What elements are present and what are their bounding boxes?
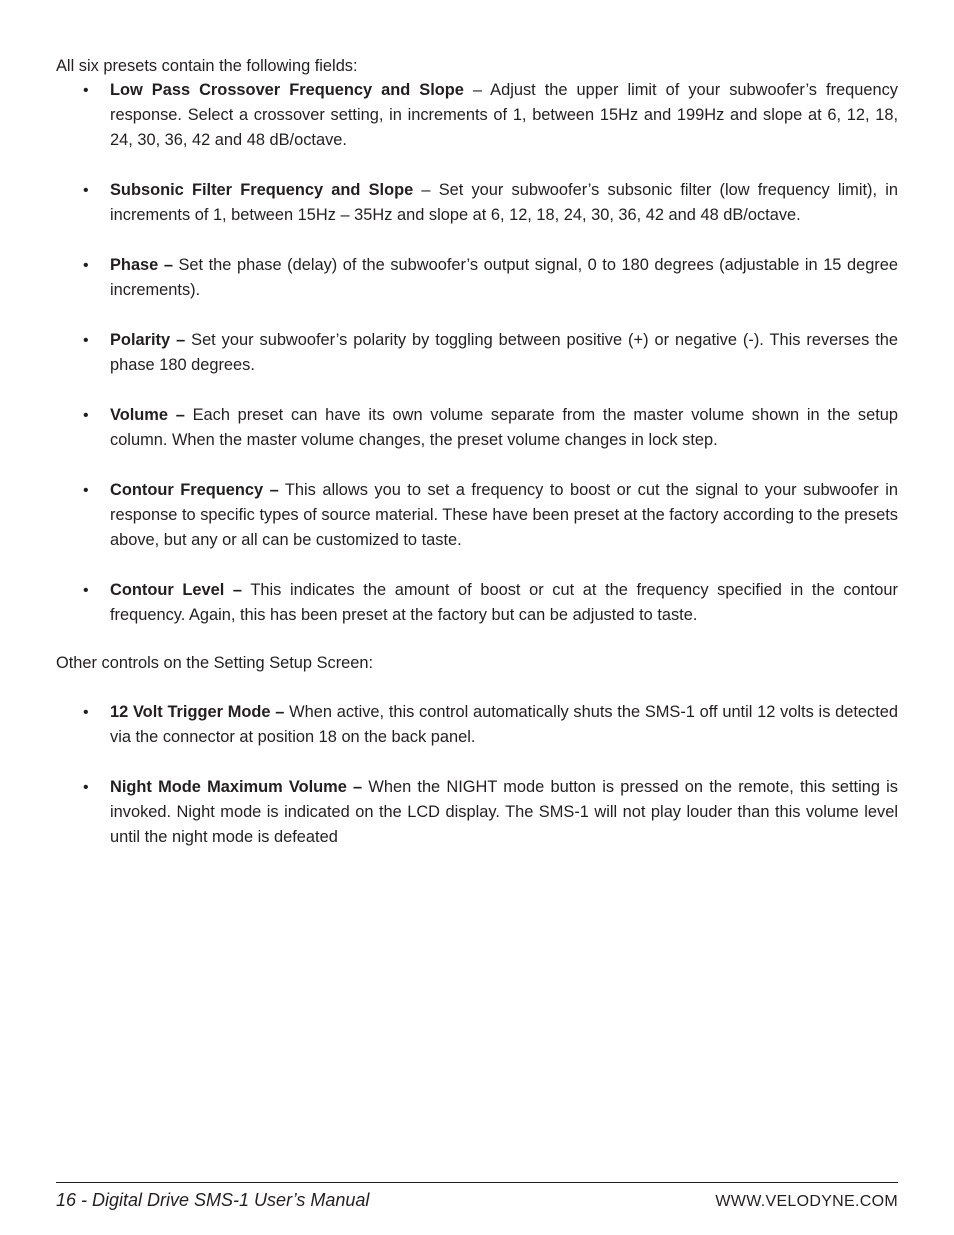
- bullet: •: [83, 332, 89, 349]
- list-item-low-pass-crossover: [56, 78, 898, 153]
- bullet: •: [83, 582, 89, 599]
- preset-fields-list: [56, 78, 898, 653]
- field-term: Subsonic Filter Frequency and Slope: [110, 181, 414, 199]
- list-item-phase: [56, 253, 898, 303]
- field-description: Set your subwoofer’s polarity by toggling between positive (+) or negative (-). This reverses the phase 180 degrees.: [110, 331, 898, 374]
- list-item-contour-level: [56, 578, 898, 628]
- bullet: •: [83, 182, 89, 199]
- field-description: Set the phase (delay) of the subwoofer’s output signal, 0 to 180 degrees (adjustable in 15 degree increments).: [110, 256, 898, 299]
- list-item-night-mode-max-volume: [56, 775, 898, 850]
- footer-divider: [56, 1182, 898, 1183]
- field-term: 12 Volt Trigger Mode –: [110, 703, 285, 721]
- field-term: Phase –: [110, 256, 173, 274]
- field-description: Each preset can have its own volume separate from the master volume shown in the setup column. When the master volume changes, the preset volume changes in lock step.: [110, 406, 899, 449]
- field-description: – Set your subwoofer’s subsonic filter (low frequency limit), in increments of 1, between 15Hz – 35Hz and slope at 6, 12, 18, 24, 30, 36, 42 and 48 dB/octave.: [110, 181, 898, 224]
- field-term: Contour Level –: [110, 581, 243, 599]
- bullet: •: [83, 779, 89, 796]
- bullet: •: [83, 704, 89, 721]
- intro-presets-paragraph: All six presets contain the following fields:: [56, 57, 358, 75]
- field-description: When the NIGHT mode button is pressed on the remote, this setting is invoked. Night mode is indicated on the LCD display. The SMS-1 will not play louder than this volume level until the night mode is defeated: [110, 778, 898, 846]
- field-term: Low Pass Crossover Frequency and Slope: [110, 81, 464, 99]
- field-term: Night Mode Maximum Volume –: [110, 778, 363, 796]
- bullet: •: [83, 82, 89, 99]
- bullet: •: [83, 257, 89, 274]
- field-description: When active, this control automatically shuts the SMS-1 off until 12 volts is detected via the connector at position 18 on the back panel.: [110, 703, 899, 746]
- field-term: Polarity –: [110, 331, 186, 349]
- bullet: •: [83, 407, 89, 424]
- intro-other-controls-paragraph: Other controls on the Setting Setup Screen:: [56, 654, 374, 672]
- list-item-polarity: [56, 328, 898, 378]
- other-controls-list: [56, 700, 898, 875]
- list-item-volume: [56, 403, 898, 453]
- field-description: This allows you to set a frequency to boost or cut the signal to your subwoofer in response to specific types of source material. These have been preset at the factory according to the presets above, but any or all can be customized to taste.: [110, 481, 898, 549]
- list-item-subsonic-filter: [56, 178, 898, 228]
- field-description: – Adjust the upper limit of your subwoofer’s frequency response. Select a crossover setting, in increments of 1, between 15Hz and 199Hz and slope at 6, 12, 18, 24, 30, 36, 42 and 48 dB/octave.: [110, 81, 899, 149]
- field-term: Contour Frequency –: [110, 481, 279, 499]
- list-item-contour-frequency: [56, 478, 898, 553]
- footer-page-label: 16 - Digital Drive SMS-1 User’s Manual: [56, 1190, 370, 1210]
- field-term: Volume –: [110, 406, 185, 424]
- field-description: This indicates the amount of boost or cut at the frequency specified in the contour frequency. Again, this has been preset at the factory but can be adjusted to taste.: [110, 581, 898, 624]
- footer-website: WWW.VELODYNE.COM: [715, 1193, 898, 1210]
- list-item-12-volt-trigger: [56, 700, 898, 750]
- bullet: •: [83, 482, 89, 499]
